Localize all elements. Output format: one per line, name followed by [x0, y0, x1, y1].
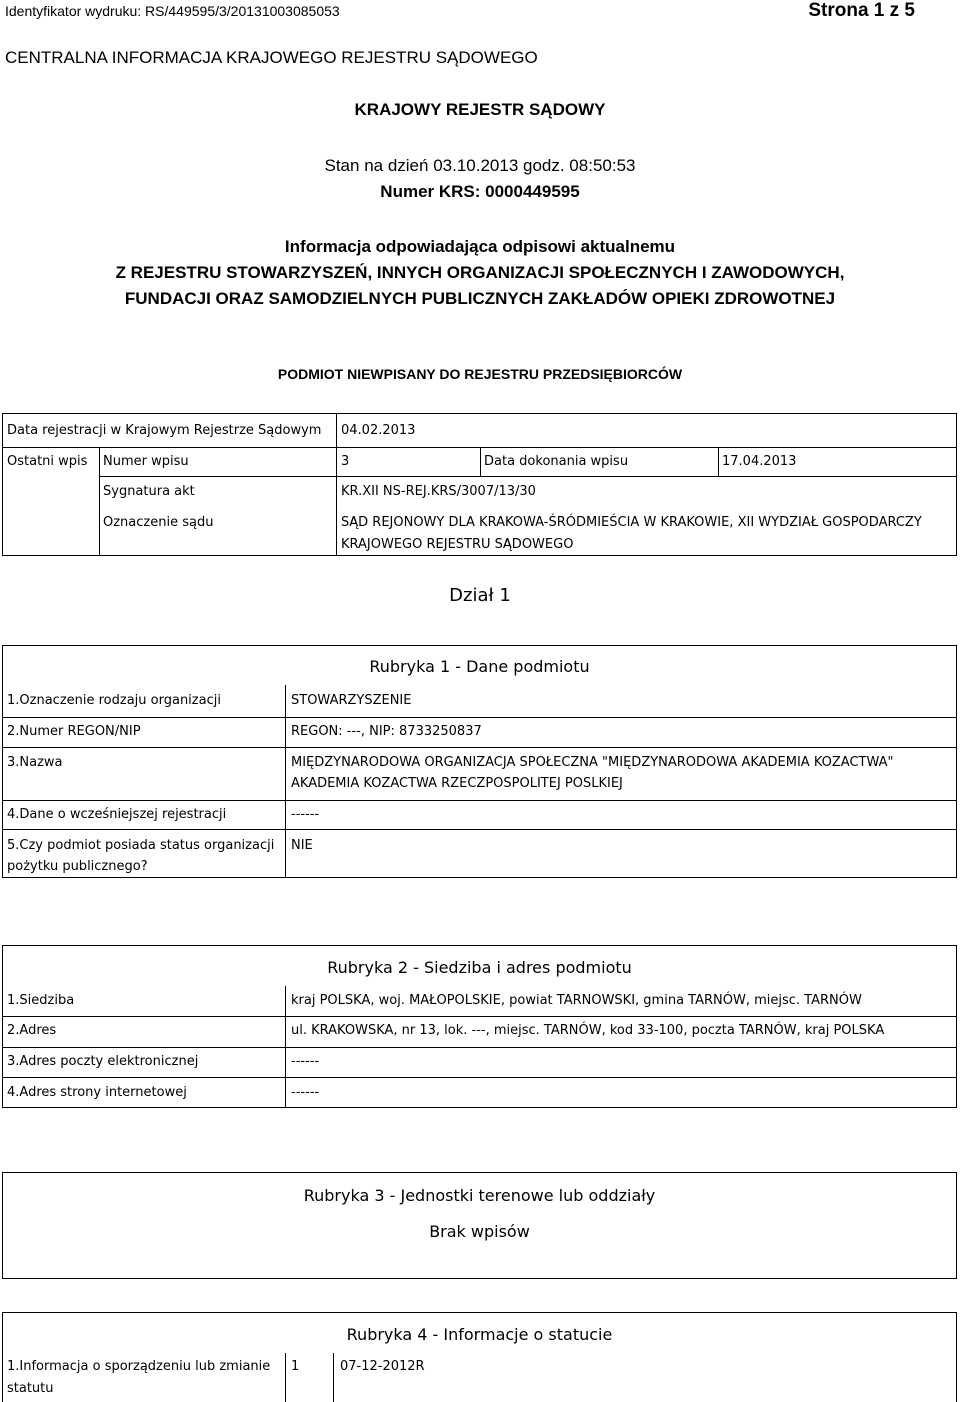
- page-number: Strona 1 z 5: [808, 0, 915, 21]
- state-date: Stan na dzień 03.10.2013 godz. 08:50:53: [324, 156, 636, 175]
- rubryka-1-row-5-label-line-1: 5.Czy podmiot posiada status organizacji: [7, 838, 275, 853]
- entry-number-value: 3: [341, 454, 350, 469]
- not-registered-note: PODMIOT NIEWPISANY DO REJESTRU PRZEDSIĘBIORCÓW: [277, 366, 683, 382]
- rubryka-2-row-4-value: ------: [291, 1085, 320, 1100]
- court-value-line-2: KRAJOWEGO REJESTRU SĄDOWEGO: [341, 537, 574, 552]
- rubryka-1-row-1-value: STOWARZYSZENIE: [291, 693, 412, 708]
- section-title: Dział 1: [449, 585, 511, 606]
- rubryka-2-row-2-value: ul. KRAKOWSKA, nr 13, lok. ---, miejsc. TARNÓW, kod 33-100, poczta TARNÓW, kraj POLSKA: [291, 1023, 885, 1038]
- info-line-1: Informacja odpowiadająca odpisowi aktualnemu: [284, 237, 676, 256]
- rubryka-2-row-1-label: 1.Siedziba: [7, 993, 75, 1008]
- registration-date-value: 04.02.2013: [341, 423, 416, 438]
- court-label: Oznaczenie sądu: [103, 515, 214, 530]
- rubryka-2-row-4-label: 4.Adres strony internetowej: [7, 1085, 187, 1100]
- rubryka-4-row-1-value: 07-12-2012R: [340, 1359, 425, 1374]
- court-value-line-1: SĄD REJONOWY DLA KRAKOWA-ŚRÓDMIEŚCIA W KRAKOWIE, XII WYDZIAŁ GOSPODARCZY: [341, 515, 922, 530]
- signature-label: Sygnatura akt: [103, 484, 195, 499]
- rubryka-1-row-3-value-line-2: AKADEMIA KOZACTWA RZECZPOSPOLITEJ POSLKIEJ: [291, 776, 623, 791]
- rubryka-3-value: Brak wpisów: [429, 1222, 530, 1241]
- rubryka-1-row-4-value: ------: [291, 807, 320, 822]
- rubryka-1-row-3-value-line-1: MIĘDZYNARODOWA ORGANIZACJA SPOŁECZNA "MIĘDZYNARODOWA AKADEMIA KOZACTWA": [291, 755, 894, 770]
- krs-number: Numer KRS: 0000449595: [380, 182, 580, 201]
- entry-number-label: Numer wpisu: [103, 454, 189, 469]
- info-line-3: FUNDACJI ORAZ SAMODZIELNYCH PUBLICZNYCH ZAKŁADÓW OPIEKI ZDROWOTNEJ: [124, 289, 836, 308]
- entry-date-value: 17.04.2013: [722, 454, 797, 469]
- rubryka-1-row-3-label: 3.Nazwa: [7, 755, 63, 770]
- rubryka-4-row-1-label-line-2: statutu: [7, 1381, 54, 1396]
- rubryka-3-title: Rubryka 3 - Jednostki terenowe lub oddziały: [303, 1186, 656, 1205]
- rubryka-2-row-3-value: ------: [291, 1054, 320, 1069]
- rubryka-2-row-2-label: 2.Adres: [7, 1023, 57, 1038]
- rubryka-1-title: Rubryka 1 - Dane podmiotu: [369, 657, 590, 676]
- registration-date-label: Data rejestracji w Krajowym Rejestrze Sądowym: [7, 423, 322, 438]
- register-title: KRAJOWY REJESTR SĄDOWY: [354, 100, 606, 119]
- rubryka-4-row-1-number: 1: [291, 1359, 300, 1374]
- entry-date-label: Data dokonania wpisu: [484, 454, 629, 469]
- print-identifier: Identyfikator wydruku: RS/449595/3/20131003085053: [5, 3, 340, 19]
- rubryka-1-row-5-value: NIE: [291, 838, 313, 853]
- rubryka-1-row-1-label: 1.Oznaczenie rodzaju organizacji: [7, 693, 221, 708]
- last-entry-label: Ostatni wpis: [7, 454, 88, 469]
- central-info-title: CENTRALNA INFORMACJA KRAJOWEGO REJESTRU SĄDOWEGO: [5, 48, 538, 67]
- rubryka-2-title: Rubryka 2 - Siedziba i adres podmiotu: [327, 958, 632, 977]
- rubryka-1-row-5-label-line-2: pożytku publicznego?: [7, 859, 148, 874]
- info-line-2: Z REJESTRU STOWARZYSZEŃ, INNYCH ORGANIZACJI SPOŁECZNYCH I ZAWODOWYCH,: [115, 263, 845, 282]
- rubryka-2-row-1-value: kraj POLSKA, woj. MAŁOPOLSKIE, powiat TARNOWSKI, gmina TARNÓW, miejsc. TARNÓW: [291, 993, 862, 1008]
- rubryka-1-row-2-label: 2.Numer REGON/NIP: [7, 724, 141, 739]
- rubryka-4-title: Rubryka 4 - Informacje o statucie: [346, 1325, 613, 1344]
- rubryka-1-row-4-label: 4.Dane o wcześniejszej rejestracji: [7, 807, 227, 822]
- rubryka-1-row-2-value: REGON: ---, NIP: 8733250837: [291, 724, 482, 739]
- signature-value: KR.XII NS-REJ.KRS/3007/13/30: [341, 484, 536, 499]
- rubryka-2-row-3-label: 3.Adres poczty elektronicznej: [7, 1054, 199, 1069]
- rubryka-4-row-1-label-line-1: 1.Informacja o sporządzeniu lub zmianie: [7, 1359, 271, 1374]
